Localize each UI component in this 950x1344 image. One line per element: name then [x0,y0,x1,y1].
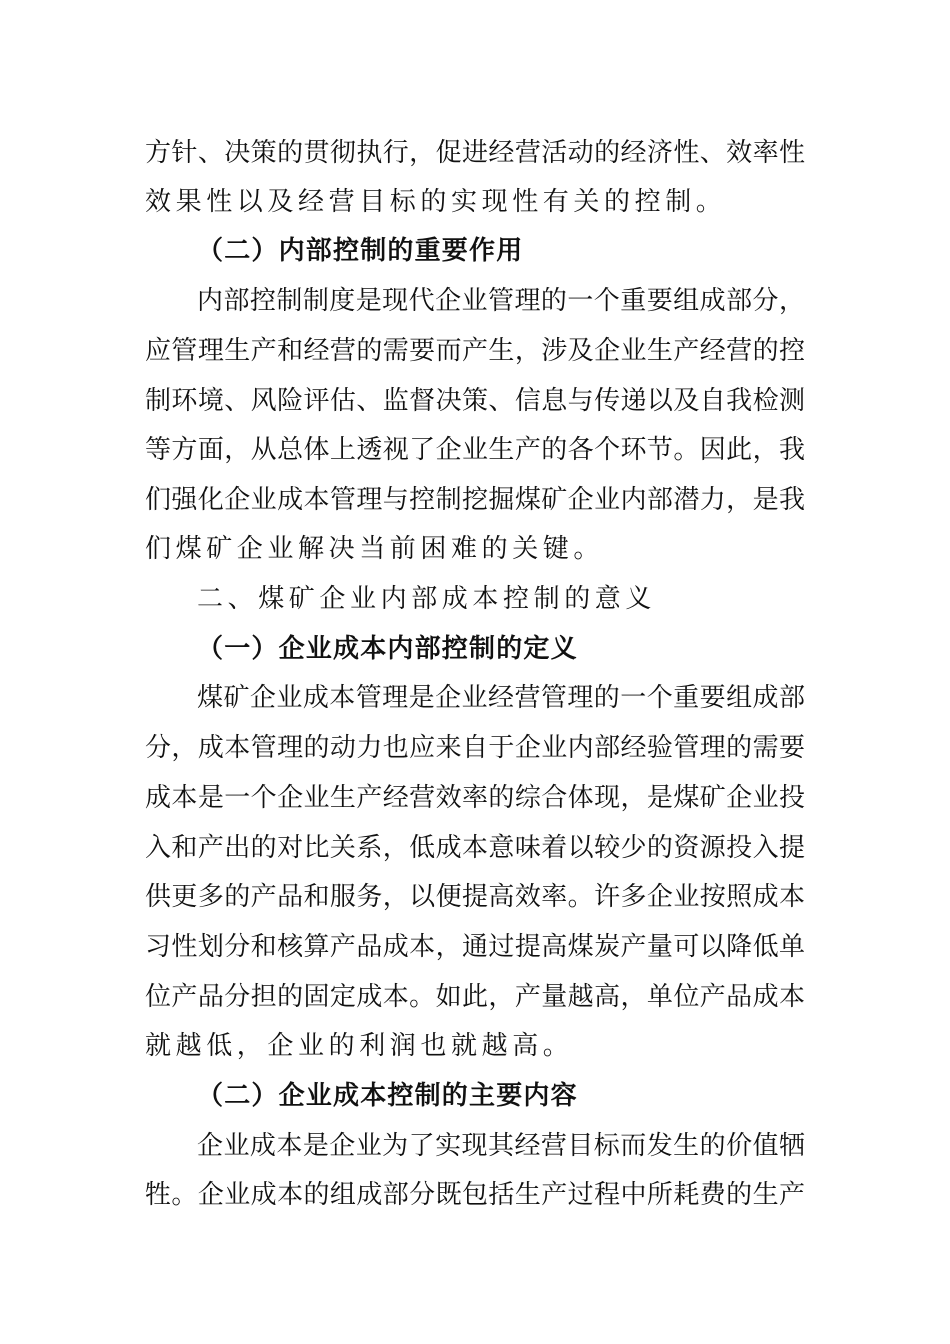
body-text-line: 方针、决策的贯彻执行，促进经营活动的经济性、效率性 [145,138,805,168]
body-text-line: 入和产出的对比关系，低成本意味着以较少的资源投入提 [145,833,805,863]
body-text-line: 等方面，从总体上透视了企业生产的各个环节。因此，我 [145,435,805,465]
section-heading: （一）企业成本内部控制的定义 [197,634,578,664]
body-text-line: 应管理生产和经营的需要而产生，涉及企业生产经营的控 [145,336,805,366]
body-text-line: 习性划分和核算产品成本，通过提高煤炭产量可以降低单 [145,932,805,962]
body-text-line: 企业成本是企业为了实现其经营目标而发生的价值牺 [197,1131,805,1161]
body-text-line: 就越低，企业的利润也就越高。 [145,1031,574,1061]
section-heading: （二）企业成本控制的主要内容 [197,1081,578,1111]
body-text-line: 牲。企业成本的组成部分既包括生产过程中所耗费的生产 [145,1180,805,1210]
body-text-line: 位产品分担的固定成本。如此，产量越高，单位产品成本 [145,982,805,1012]
body-text-line: 们强化企业成本管理与控制挖掘煤矿企业内部潜力，是我 [145,485,805,515]
body-text-line: 供更多的产品和服务，以便提高效率。许多企业按照成本 [145,882,805,912]
body-text-line: 制环境、风险评估、监督决策、信息与传递以及自我检测 [145,386,805,416]
body-text-line: 效果性以及经营目标的实现性有关的控制。 [145,187,727,217]
body-text-line: 成本是一个企业生产经营效率的综合体现，是煤矿企业投 [145,783,805,813]
body-text-line: 分，成本管理的动力也应来自于企业内部经验管理的需要 [145,733,805,763]
chapter-heading: 二、煤矿企业内部成本控制的意义 [197,584,657,614]
body-text-line: 们煤矿企业解决当前困难的关键。 [145,534,605,564]
section-heading: （二）内部控制的重要作用 [197,236,524,266]
body-text-line: 内部控制制度是现代企业管理的一个重要组成部分， [197,286,805,316]
body-text-line: 煤矿企业成本管理是企业经营管理的一个重要组成部 [197,683,805,713]
